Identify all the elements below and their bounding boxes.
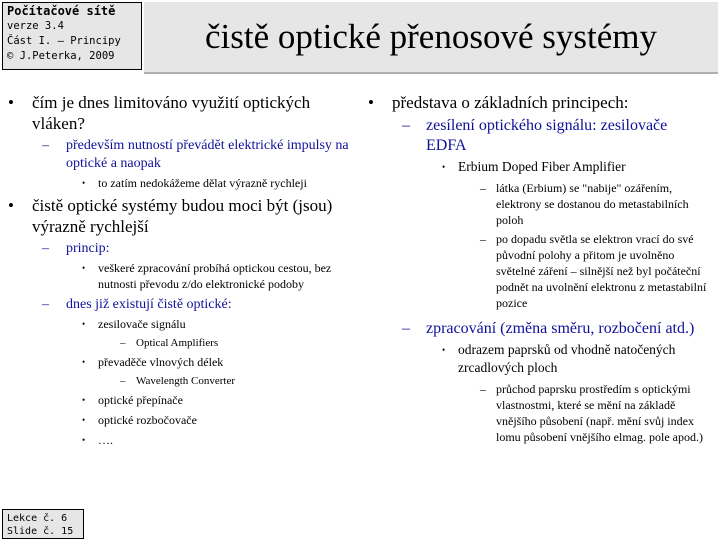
bullet-marker: • bbox=[442, 162, 446, 172]
bullet-marker: • bbox=[82, 357, 86, 367]
bullet-text: čistě optické systémy budou moci být (jsou) výrazně rychlejší bbox=[32, 196, 333, 236]
part-label: Část I. – Principy bbox=[7, 35, 121, 47]
bullet-item bbox=[4, 354, 354, 370]
bullet-item bbox=[364, 319, 716, 339]
dash-marker: – bbox=[120, 375, 126, 387]
bullet-item bbox=[4, 392, 354, 408]
dash-marker: – bbox=[42, 138, 49, 153]
bullet-marker: • bbox=[82, 395, 86, 405]
bullet-item bbox=[4, 412, 354, 428]
dash-marker: – bbox=[480, 181, 486, 195]
bullet-text: odrazem paprsků od vhodně natočených zrcadlových ploch bbox=[458, 342, 676, 375]
bullet-marker: • bbox=[8, 93, 14, 112]
bullet-item bbox=[4, 195, 354, 237]
bullet-marker: • bbox=[368, 93, 374, 112]
bullet-text: zesilovače signálu bbox=[98, 317, 186, 331]
bullet-item bbox=[4, 316, 354, 332]
bullet-marker: • bbox=[82, 435, 86, 445]
dash-marker: – bbox=[402, 320, 410, 337]
bullet-text: EDFA bbox=[426, 137, 467, 154]
left-bullet-list bbox=[4, 92, 354, 448]
dash-marker: – bbox=[480, 232, 486, 246]
dash-marker: – bbox=[120, 337, 126, 349]
lecture-number: Lekce č. 6 bbox=[7, 513, 68, 524]
bullet-marker: • bbox=[82, 319, 86, 329]
left-column bbox=[4, 92, 354, 452]
slide-footer bbox=[2, 509, 84, 539]
bullet-text: optické přepínače bbox=[98, 393, 183, 407]
bullet-text: převaděče vlnových délek bbox=[98, 355, 224, 369]
copyright-label: © J.Peterka, 2009 bbox=[7, 50, 115, 62]
bullet-item bbox=[364, 158, 716, 176]
bullet-item bbox=[364, 180, 716, 228]
bullet-item bbox=[364, 116, 716, 156]
dash-marker: – bbox=[402, 117, 410, 134]
bullet-text: Optical Amplifiers bbox=[136, 337, 219, 349]
bullet-item bbox=[4, 374, 354, 389]
dash-marker: – bbox=[42, 241, 49, 256]
slide-title: čistě optické přenosové systémy bbox=[205, 17, 657, 56]
bullet-text: především nutností převádět elektrické impulsy na optické a naopak bbox=[66, 138, 349, 171]
course-name: Počítačové sítě bbox=[7, 4, 116, 18]
slide-number: Slide č. 15 bbox=[7, 526, 74, 537]
bullet-item bbox=[4, 336, 354, 351]
bullet-text: po dopadu světla se elektron vrací do své původní polohy a přitom je uvolněno světelné záření – silnější než byl počáteční podnět na uvolnění elektronu z metastabilní pozice bbox=[496, 232, 707, 310]
bullet-item bbox=[4, 92, 354, 134]
bullet-item bbox=[4, 296, 354, 314]
bullet-text: veškeré zpracování probíhá optickou cestou, bez nutnosti převodu z/do elektronické podoby bbox=[98, 261, 332, 291]
bullet-item bbox=[4, 175, 354, 191]
bullet-text: zpracování (změna směru, rozbočení atd.) bbox=[426, 320, 695, 337]
dash-marker: – bbox=[42, 297, 49, 312]
course-info-box bbox=[2, 2, 142, 70]
bullet-text: optické rozbočovače bbox=[98, 413, 197, 427]
bullet-marker: • bbox=[442, 345, 446, 355]
bullet-text: Wavelength Converter bbox=[136, 375, 235, 387]
bullet-text: průchod paprsku prostředím s optickými vlastnostmi, které se mění na základě vnějšího působení (např. mění svůj index lomu působení vnějšího elmag. pole apod.) bbox=[496, 382, 703, 444]
version-label: verze 3.4 bbox=[7, 20, 64, 32]
bullet-text: zesílení optického signálu: zesilovače bbox=[426, 117, 668, 134]
right-bullet-list bbox=[364, 92, 716, 445]
bullet-text: Erbium Doped Fiber Amplifier bbox=[458, 159, 626, 174]
bullet-text: představa o základních principech: bbox=[392, 93, 629, 112]
bullet-item bbox=[364, 341, 716, 377]
bullet-item bbox=[4, 137, 354, 173]
bullet-text: princip: bbox=[66, 241, 110, 256]
title-bar bbox=[144, 2, 718, 74]
bullet-item bbox=[4, 240, 354, 258]
bullet-item bbox=[4, 432, 354, 448]
dash-marker: – bbox=[480, 382, 486, 396]
bullet-marker: • bbox=[8, 196, 14, 215]
bullet-text: čím je dnes limitováno využití optických vláken? bbox=[32, 93, 311, 133]
bullet-marker: • bbox=[82, 263, 86, 273]
bullet-item bbox=[364, 381, 716, 445]
bullet-text: …. bbox=[98, 433, 113, 447]
bullet-item bbox=[364, 231, 716, 311]
bullet-text: dnes již existují čistě optické: bbox=[66, 297, 232, 312]
right-column bbox=[364, 92, 716, 448]
bullet-item bbox=[4, 260, 354, 292]
bullet-text: to zatím nedokážeme dělat výrazně rychleji bbox=[98, 176, 307, 190]
bullet-marker: • bbox=[82, 415, 86, 425]
bullet-item bbox=[364, 92, 716, 113]
bullet-text: látka (Erbium) se "nabije" ozářením, elektrony se dostanou do metastabilních poloh bbox=[496, 181, 689, 227]
bullet-marker: • bbox=[82, 178, 86, 188]
